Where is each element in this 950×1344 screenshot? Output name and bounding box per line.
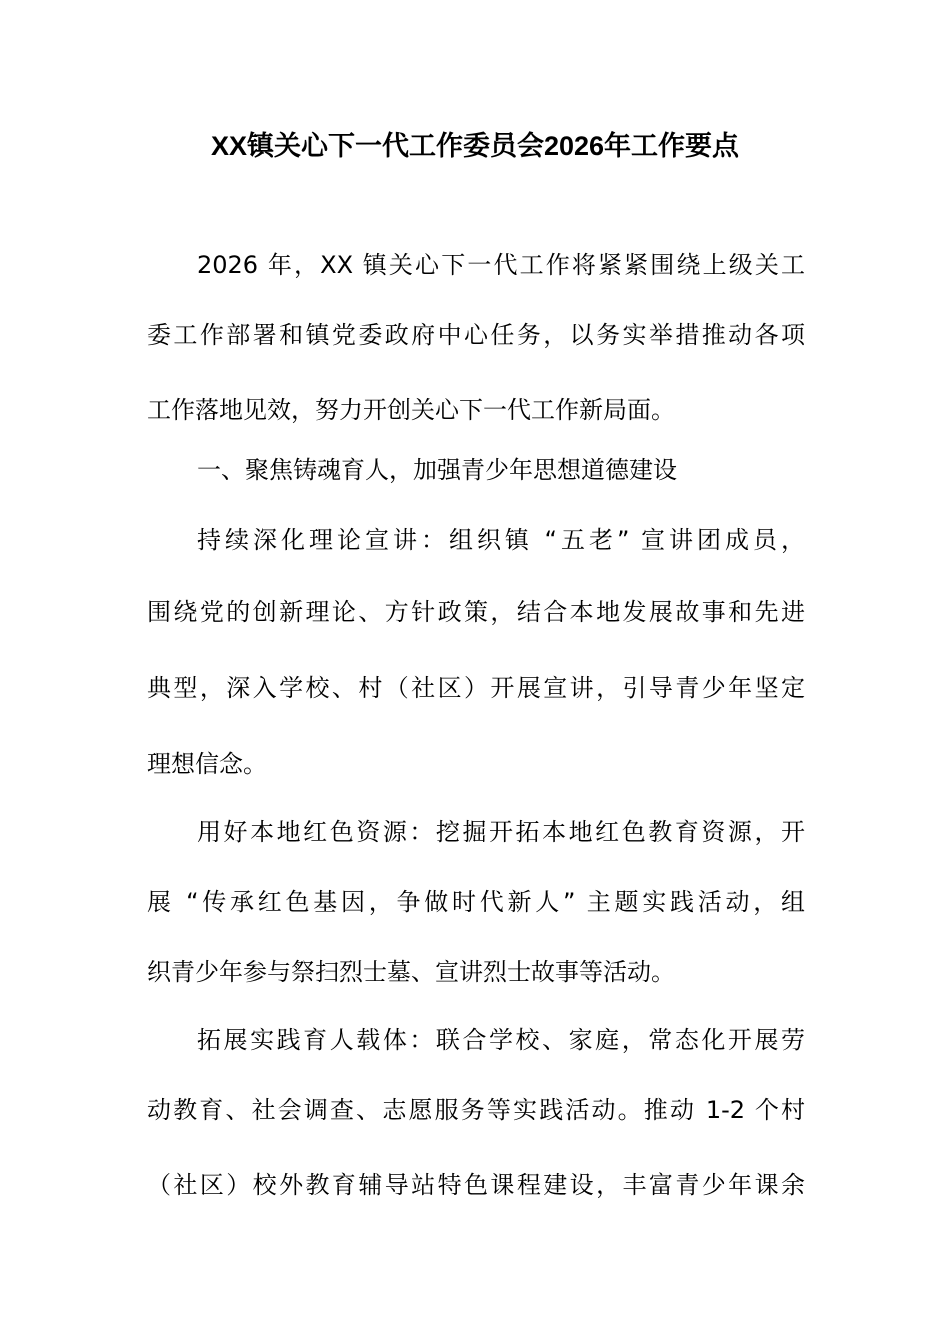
- paragraph-line: 典型，深入学校、村（社区）开展宣讲，引导青少年坚定: [147, 674, 805, 702]
- paragraph-line: 展 “传承红色基因，争做时代新人” 主题实践活动，组: [147, 888, 805, 916]
- paragraph-line: 围绕党的创新理论、方针政策，结合本地发展故事和先进: [147, 598, 805, 626]
- paragraph-line: 动教育、社会调查、志愿服务等实践活动。推动 1-2 个村: [147, 1096, 805, 1124]
- paragraph-line: 委工作部署和镇党委政府中心任务，以务实举措推动各项: [147, 321, 805, 349]
- paragraph-line: 2026 年，XX 镇关心下一代工作将紧紧围绕上级关工: [197, 251, 805, 279]
- paragraph-line: 用好本地红色资源：挖掘开拓本地红色教育资源，开: [197, 818, 805, 846]
- paragraph-line: 工作落地见效，努力开创关心下一代工作新局面。: [147, 396, 675, 424]
- paragraph-line: 拓展实践育人载体：联合学校、家庭，常态化开展劳: [197, 1026, 805, 1054]
- section-heading: 一、聚焦铸魂育人，加强青少年思想道德建设: [197, 456, 677, 484]
- paragraph-line: 持续深化理论宣讲：组织镇 “五老” 宣讲团成员，: [197, 526, 805, 554]
- paragraph-line: 织青少年参与祭扫烈士墓、宣讲烈士故事等活动。: [147, 958, 675, 986]
- paragraph-line: 理想信念。: [147, 750, 267, 778]
- paragraph-line: （社区）校外教育辅导站特色课程建设，丰富青少年课余: [147, 1171, 805, 1199]
- document-title: XX镇关心下一代工作委员会2026年工作要点: [210, 131, 740, 161]
